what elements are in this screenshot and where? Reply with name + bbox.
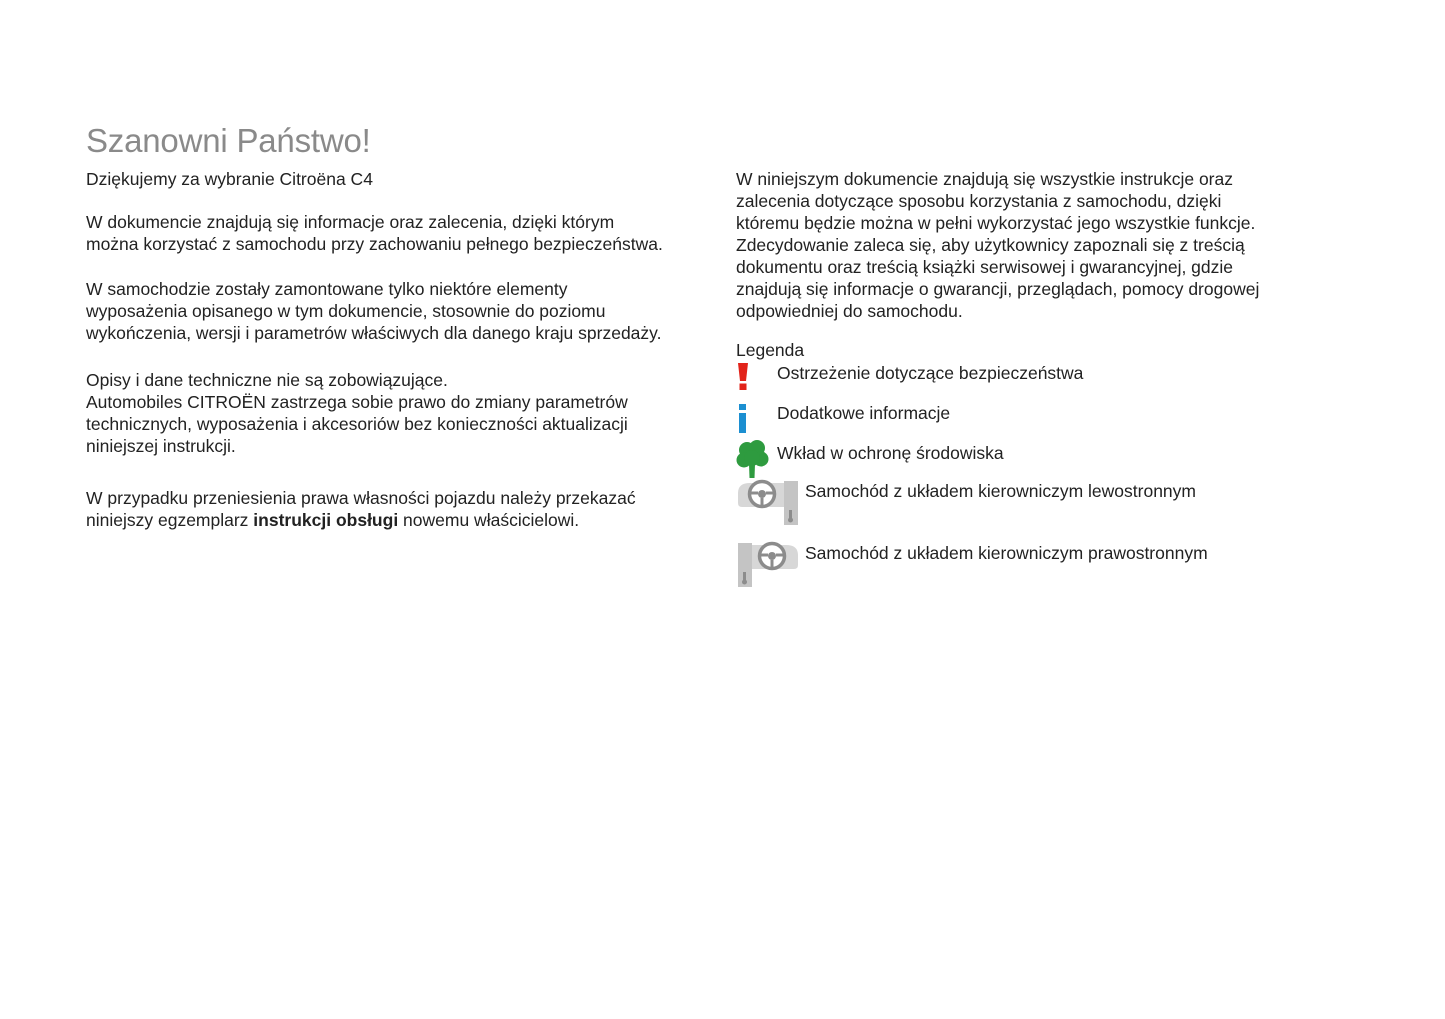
left-hand-drive-icon (736, 481, 800, 532)
legend-list (736, 361, 1336, 605)
right-column (736, 168, 1336, 605)
legend-item-left-hand-drive: Samochód z układem kierowniczym lewostronnym (736, 481, 1336, 543)
information-icon (736, 401, 750, 440)
paragraph-equipment: W samochodzie zostały zamontowane tylko niektóre elementy wyposażenia opisanego w tym dokumencie, stosownie do poziomu wykończenia, wersji i parametrów właściwych dla danego kraju sprzedaży. (86, 279, 662, 343)
legend-item-warning: Ostrzeżenie dotyczące bezpieczeństwa (736, 361, 1336, 401)
paragraph-specs: Opisy i dane techniczne nie są zobowiązujące. Automobiles CITROËN zastrzega sobie prawo do zmiany parametrów technicznych, wyposażenia i akcesoriów bez konieczności aktualizacji niniejszej instrukcji. (86, 370, 628, 456)
legend-item-right-hand-drive: Samochód z układem kierowniczym prawostronnym (736, 543, 1336, 605)
paragraph-intro: W niniejszym dokumencie znajdują się wszystkie instrukcje oraz zalecenia dotyczące sposobu korzystania z samochodu, dzięki któremu będzie można w pełni wykorzystać jego wszystkie funkcje. Zdecydowanie zaleca się, aby użytkownicy zapoznali się z treścią dokumentu oraz treścią książki serwisowej i gwarancyjnej, gdzie znajdują się informacje o gwarancji, przeglądach, pomocy drogowej odpowiedniej do samochodu. (736, 169, 1260, 321)
manual-emphasis: instrukcji obsługi (253, 510, 399, 530)
left-column (86, 168, 696, 531)
right-hand-drive-icon (736, 543, 800, 594)
page-title: Szanowni Państwo! (86, 122, 371, 159)
paragraph-ownership: W przypadku przeniesienia prawa własności pojazdu należy przekazać niniejszy egzemplarz instrukcji obsługi nowemu właścicielowi. (86, 488, 636, 530)
paragraph-safety: W dokumencie znajdują się informacje oraz zalecenia, dzięki którym można korzystać z samochodu przy zachowaniu pełnego bezpieczeństwa. (86, 212, 663, 254)
warning-exclamation-icon (736, 361, 750, 396)
legend-item-environment: Wkład w ochronę środowiska (736, 441, 1336, 481)
legend-item-info: Dodatkowe informacje (736, 401, 1336, 441)
lead-text: Dziękujemy za wybranie Citroëna C4 (86, 169, 373, 189)
legend-title: Legenda (736, 340, 805, 360)
